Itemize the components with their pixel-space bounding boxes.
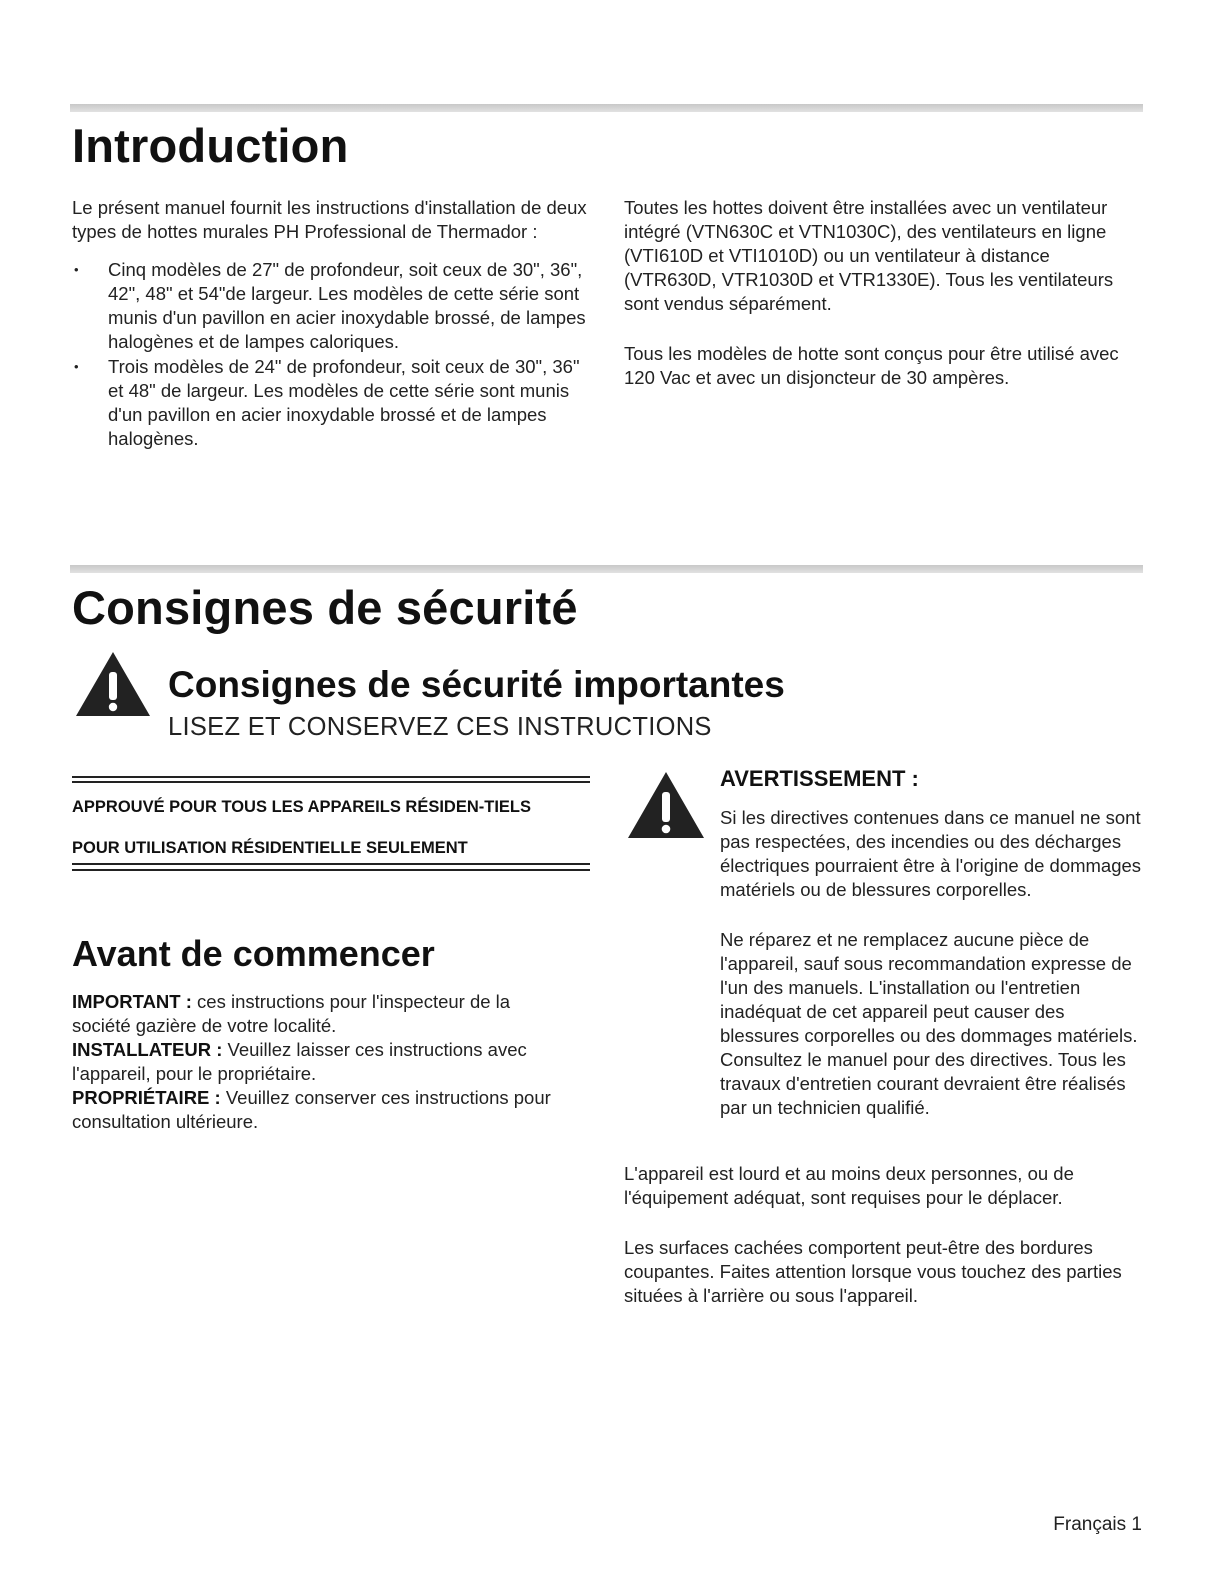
warning-paragraph-1: Si les directives contenues dans ce manuel ne sont pas respectées, des incendies ou des décharges électriques pourraient être à l'origine de dommages matériels ou de blessures corporelles. <box>720 807 1142 900</box>
page-number: Français 1 <box>1053 1514 1142 1535</box>
approval-text: APPROUVÉ POUR TOUS LES APPAREILS RÉSIDEN-TIELS <box>72 798 532 816</box>
list-item: • Cinq modèles de 27" de profondeur, soit ceux de 30", 36", 42", 48" et 54"de largeur. Les modèles de cette série sont munis d'un pavillon en acier inoxydable brossé, de lampes halogènes et de lampes caloriques. <box>72 258 592 354</box>
list-item: • Trois modèles de 24" de profondeur, soit ceux de 30", 36" et 48" de largeur. Les modèles de cette série sont munis d'un pavillon en acier inoxydable brossé et de lampes halogènes. <box>72 355 592 451</box>
intro-power-paragraph: Tous les modèles de hotte sont conçus pour être utilisé avec 120 Vac et avec un disjoncteur de 30 ampères. <box>624 343 1119 388</box>
owner-paragraph <box>72 1086 572 1134</box>
warning-triangle-icon <box>74 650 152 718</box>
warning-title: AVERTISSEMENT : <box>720 766 919 791</box>
owner-text: Veuillez conserver ces instructions pour consultation ultérieure. <box>72 1087 551 1132</box>
before-you-start-body <box>72 990 572 1134</box>
warning-triangle-icon <box>626 770 706 840</box>
important-label: IMPORTANT : <box>72 991 192 1012</box>
important-safety-heading: Consignes de sécurité importantes <box>168 664 785 705</box>
installer-label: INSTALLATEUR : <box>72 1039 223 1060</box>
intro-fans-paragraph: Toutes les hottes doivent être installées avec un ventilateur intégré (VTN630C et VTN1030C), des ventilateurs en ligne (VTI610D et VTI1010D) ou un ventilateur à distance (VTR630D, VTR1030D et VTR1330E). Tous les ventilateurs sont vendus séparément. <box>624 197 1114 314</box>
installer-text: Veuillez laisser ces instructions avec l'appareil, pour le propriétaire. <box>72 1039 527 1084</box>
box-bottom-rule <box>72 869 590 871</box>
intro-right-column <box>624 196 1144 390</box>
before-you-start-heading: Avant de commencer <box>72 933 435 974</box>
warning-paragraph-2: Ne réparez et ne remplacez aucune pièce de l'appareil, sauf sous recommandation expresse de l'un des manuels. L'installation ou l'entretien inadéquat de cet appareil peut causer des blessures corporelles ou des dommages matériels. Consultez le manuel pour des directives. Tous les travaux d'entretien courant devraient être réalisés par un technicien qualifié. <box>720 929 1138 1118</box>
sharp-edges-paragraph: Les surfaces cachées comportent peut-être des bordures coupantes. Faites attention lorsque vous touchez des parties situées à l'arrière ou sous l'appareil. <box>624 1237 1122 1306</box>
important-text: ces instructions pour l'inspecteur de la société gazière de votre localité. <box>72 991 511 1036</box>
approval-box <box>72 776 590 871</box>
intro-lead-paragraph: Le présent manuel fournit les instructions d'installation de deux types de hottes murales PH Professional de Thermador : <box>72 197 587 242</box>
section-rule-introduction <box>70 104 1143 112</box>
handling-body <box>624 1162 1144 1308</box>
installer-paragraph <box>72 1038 572 1086</box>
safety-heading: Consignes de sécurité <box>72 581 578 634</box>
read-and-keep-subtitle: LISEZ ET CONSERVEZ CES INSTRUCTIONS <box>168 713 712 741</box>
intro-model-list <box>72 258 592 451</box>
warning-body <box>720 806 1144 1120</box>
heavy-appliance-paragraph: L'appareil est lourd et au moins deux personnes, ou de l'équipement adéquat, sont requises pour le déplacer. <box>624 1163 1074 1208</box>
introduction-heading: Introduction <box>72 119 349 172</box>
important-paragraph <box>72 990 572 1038</box>
residential-only-text: POUR UTILISATION RÉSIDENTIELLE SEULEMENT <box>72 838 590 865</box>
box-top-rule <box>72 776 590 783</box>
owner-label: PROPRIÉTAIRE : <box>72 1087 221 1108</box>
intro-left-column <box>72 196 592 452</box>
section-rule-safety <box>70 565 1143 573</box>
